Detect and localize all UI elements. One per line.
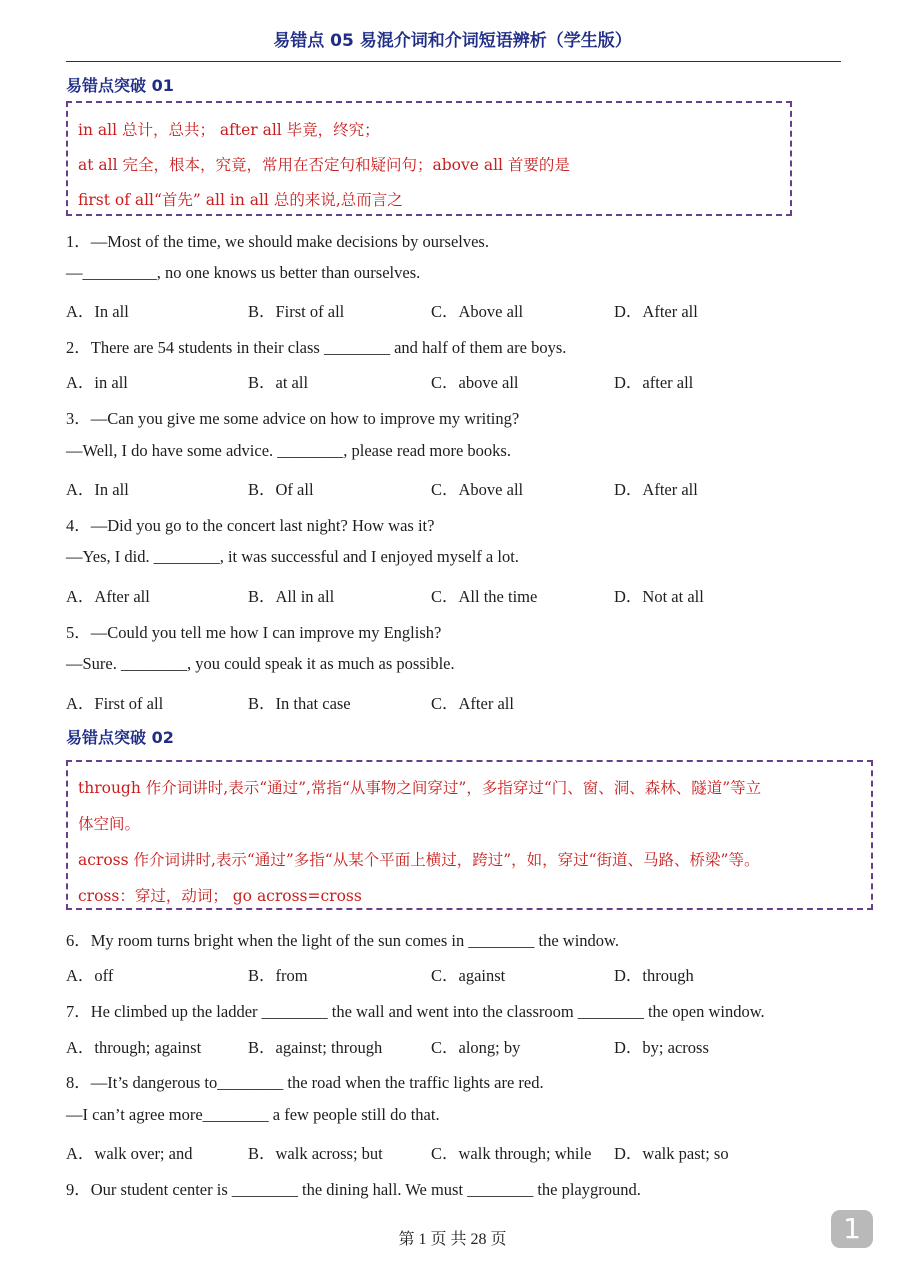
option-b: B．All in all [248, 587, 335, 606]
option-d: D．through [614, 966, 694, 985]
option-a: A．in all [66, 373, 128, 392]
option-a: A．through; against [66, 1038, 202, 1057]
option-d: D．After all [614, 480, 698, 499]
question-3-line: 3．—Can you give me some advice on how to improve my writing? [66, 409, 520, 428]
question-4-line: 4．—Did you go to the concert last night? How was it? [66, 516, 435, 535]
option-b: B．walk across; but [248, 1144, 383, 1163]
tip-line: across 作介词讲时,表示“通过”多指“从某个平面上横过，跨过”，如，穿过“街道、马路、桥梁”等。 [78, 851, 760, 869]
question-9-line: 9．Our student center is ________ the dining hall. We must ________ the playground. [66, 1180, 641, 1199]
tip-line: 体空间。 [78, 815, 141, 833]
option-c: C．All the time [431, 587, 538, 606]
option-c: C．along; by [431, 1038, 521, 1057]
tip-line: at all 完全，根本，究竟，常用在否定句和疑问句；above all 首要的是 [78, 156, 570, 174]
section-title-02: 易错点突破 02 [66, 728, 174, 747]
option-b: B．at all [248, 373, 309, 392]
option-c: C．After all [431, 694, 514, 713]
question-2-line: 2．There are 54 students in their class ________ and half of them are boys. [66, 338, 567, 357]
option-a: A．walk over; and [66, 1144, 193, 1163]
option-b: B．from [248, 966, 308, 985]
option-d: D．Not at all [614, 587, 704, 606]
tip-line: first of all“首先” all in all 总的来说,总而言之 [78, 191, 403, 209]
option-b: B．Of all [248, 480, 314, 499]
option-b: B．First of all [248, 302, 345, 321]
option-a: A．In all [66, 302, 129, 321]
option-c: C．Above all [431, 480, 524, 499]
question-1-line: 1．—Most of the time, we should make decisions by ourselves. [66, 232, 489, 251]
question-1-line: —_________, no one knows us better than ourselves. [66, 263, 421, 282]
question-3-line: —Well, I do have some advice. ________, please read more books. [66, 441, 511, 460]
header-divider [66, 61, 841, 62]
option-a: A．In all [66, 480, 129, 499]
section-title-01: 易错点突破 01 [66, 76, 174, 95]
option-c: C．above all [431, 373, 519, 392]
page-number-badge: 1 [831, 1210, 873, 1248]
option-d: D．after all [614, 373, 694, 392]
option-d: D．by; across [614, 1038, 709, 1057]
option-d: D．After all [614, 302, 698, 321]
page-footer: 第 1 页 共 28 页 [398, 1231, 507, 1248]
tip-line: cross：穿过，动词； go across=cross [78, 887, 362, 905]
option-a: A．First of all [66, 694, 164, 713]
tip-line: in all 总计，总共； after all 毕竟，终究； [78, 121, 380, 139]
option-a: A．off [66, 966, 114, 985]
option-b: B．against; through [248, 1038, 383, 1057]
question-8-line: —I can’t agree more________ a few people still do that. [66, 1105, 440, 1124]
question-5-line: —Sure. ________, you could speak it as much as possible. [66, 654, 455, 673]
option-a: A．After all [66, 587, 150, 606]
option-b: B．In that case [248, 694, 351, 713]
option-c: C．against [431, 966, 506, 985]
tip-line: through 作介词讲时,表示“通过”,常指“从事物之间穿过”，多指穿过“门、窗、洞、森林、隧道”等立 [78, 779, 762, 797]
question-5-line: 5．—Could you tell me how I can improve my English? [66, 623, 442, 642]
question-6-line: 6．My room turns bright when the light of the sun comes in ________ the window. [66, 931, 619, 950]
document-title: 易错点 05 易混介词和介词短语辨析（学生版） [273, 31, 632, 51]
question-4-line: —Yes, I did. ________, it was successful and I enjoyed myself a lot. [66, 547, 519, 566]
question-7-line: 7．He climbed up the ladder ________ the wall and went into the classroom ________ the open window. [66, 1002, 765, 1021]
option-c: C．Above all [431, 302, 524, 321]
option-c: C．walk through; while [431, 1144, 592, 1163]
option-d: D．walk past; so [614, 1144, 729, 1163]
question-8-line: 8．—It’s dangerous to________ the road when the traffic lights are red. [66, 1073, 544, 1092]
